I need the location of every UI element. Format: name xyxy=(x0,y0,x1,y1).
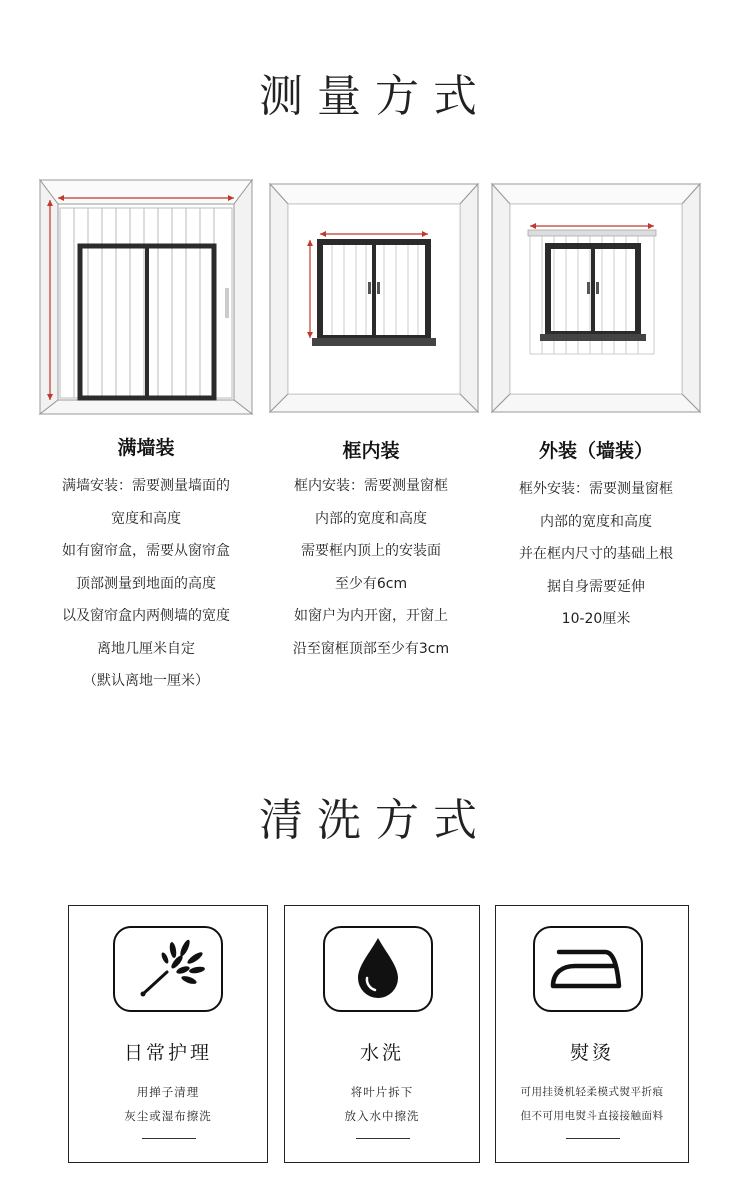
outside-mount-illustration xyxy=(490,182,702,414)
full-wall-description: 满墙安装：需要测量墙面的 宽度和高度 如有窗帘盒，需要从窗帘盒 顶部测量到地面的高度 以及窗帘盒内两侧墙的宽度 离地几厘米自定 （默认离地一厘米） xyxy=(62,478,230,689)
daily-care-title: 日常护理 xyxy=(123,1042,212,1064)
outside-mount-description: 框外安装：需要测量窗框 内部的宽度和高度 并在框内尺寸的基础上根 据自身需要延伸 10-20厘米 xyxy=(519,481,673,627)
iron-icon xyxy=(535,928,641,1010)
ironing-title: 熨烫 xyxy=(569,1042,614,1064)
icon-frame xyxy=(323,926,433,1012)
divider xyxy=(566,1138,620,1139)
ironing-card xyxy=(495,905,689,1163)
icon-frame xyxy=(113,926,223,1012)
feather-duster-icon xyxy=(115,928,221,1010)
water-drop-icon xyxy=(325,928,431,1010)
ironing-text: 可用挂烫机轻柔模式熨平折痕 但不可用电熨斗直接接触面料 xyxy=(520,1086,664,1122)
divider xyxy=(356,1138,410,1139)
daily-care-card xyxy=(68,905,268,1163)
washing-text: 将叶片拆下 放入水中擦洗 xyxy=(344,1085,420,1123)
icon-frame xyxy=(533,926,643,1012)
full-wall-illustration xyxy=(38,178,254,418)
full-wall-heading: 满墙装 xyxy=(117,437,175,459)
washing-title: 水洗 xyxy=(359,1042,404,1064)
daily-care-text: 用掸子清理 灰尘或湿布擦洗 xyxy=(124,1085,212,1123)
measure-section-title: 测量方式 xyxy=(259,71,491,122)
inside-frame-description: 框内安装：需要测量窗框 内部的宽度和高度 需要框内顶上的安装面 至少有6cm 如窗户为内开窗，开窗上 沿至窗框顶部至少有3cm xyxy=(292,478,450,657)
washing-card xyxy=(284,905,480,1163)
outside-mount-heading: 外装（墙装） xyxy=(538,440,653,462)
divider xyxy=(142,1138,196,1139)
inside-frame-illustration xyxy=(268,182,480,414)
cleaning-section-title: 清洗方式 xyxy=(259,795,491,846)
inside-frame-heading: 框内装 xyxy=(342,440,400,462)
